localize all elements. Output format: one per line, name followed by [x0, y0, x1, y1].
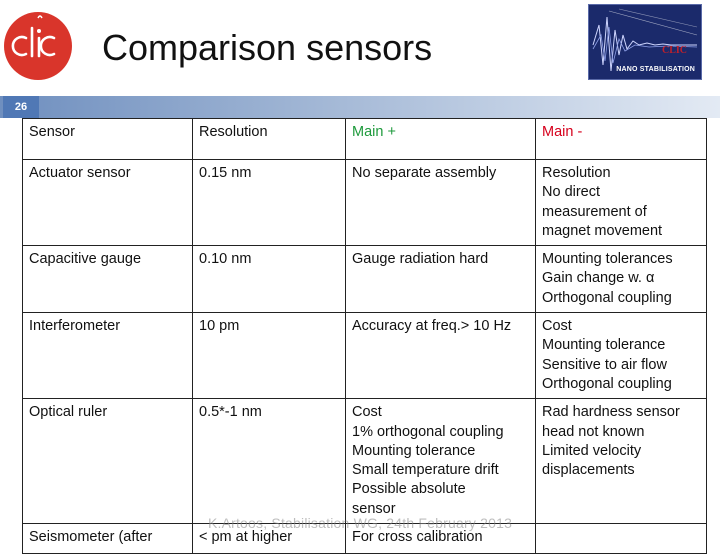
- cell-resolution: 0.10 nm: [193, 246, 346, 313]
- cell-main-plus: [346, 160, 536, 246]
- cell-sensor: Seismometer (after: [23, 524, 193, 554]
- cell-line: For cross calibration: [352, 529, 483, 546]
- cell-line: Mounting tolerance: [542, 337, 666, 354]
- cell-line: displacements: [542, 462, 635, 479]
- clic-logo: [2, 10, 74, 82]
- cell-line: Possible absolute: [352, 481, 466, 498]
- cell-line: sensor: [352, 500, 396, 517]
- header-main-plus: Main +: [346, 119, 536, 160]
- slide-number-bar: [0, 96, 720, 118]
- cell-sensor: Actuator sensor: [23, 160, 193, 246]
- cell-line: Rad hardness sensor: [542, 404, 680, 421]
- cell-line: Accuracy at freq.> 10 Hz: [352, 318, 512, 335]
- cell-main-minus: [536, 399, 707, 524]
- badge-clic-text: CLIC: [661, 45, 687, 56]
- footer-credit: [0, 515, 720, 531]
- cell-line: Orthogonal coupling: [542, 375, 672, 392]
- table-row: [23, 399, 707, 524]
- cell-line: Gauge radiation hard: [352, 251, 489, 268]
- cell-main-plus: [346, 313, 536, 399]
- cell-line: 1% orthogonal coupling: [352, 423, 504, 440]
- page-title: Comparison sensors: [102, 27, 433, 68]
- cell-main-minus: [536, 160, 707, 246]
- nano-stabilisation-badge: [588, 4, 702, 80]
- cell-line: measurement of: [542, 203, 647, 220]
- badge-caption: NANO STABILISATION: [616, 66, 695, 73]
- cell-line: Resolution: [542, 165, 611, 181]
- cell-line: Cost: [352, 404, 382, 421]
- cell-resolution: 10 pm: [193, 313, 346, 399]
- footer-text: K.Artoos, Stabilisation WG, 24th February 2013: [207, 515, 513, 531]
- cell-line: Mounting tolerances: [542, 251, 673, 268]
- cell-line: Sensitive to air flow: [542, 356, 667, 373]
- cell-main-minus: [536, 246, 707, 313]
- cell-line: Gain change w. α: [542, 270, 655, 287]
- cell-line: magnet movement: [542, 222, 663, 239]
- cell-line: Small temperature drift: [352, 462, 499, 479]
- header-main-minus: Main -: [536, 119, 707, 160]
- cell-main-minus: [536, 313, 707, 399]
- table-row: [23, 246, 707, 313]
- cell-sensor: Optical ruler: [23, 399, 193, 524]
- cell-resolution: 0.15 nm: [193, 160, 346, 246]
- table-row: [23, 160, 707, 246]
- cell-resolution: < pm at higher: [193, 524, 346, 554]
- cell-resolution: 0.5*-1 nm: [193, 399, 346, 524]
- header-sensor: Sensor: [23, 119, 193, 160]
- slide-number: 26: [3, 96, 39, 118]
- table-row: [23, 313, 707, 399]
- cell-line: Cost: [542, 318, 572, 335]
- table-header-row: [23, 119, 707, 160]
- cell-sensor: Capacitive gauge: [23, 246, 193, 313]
- cell-main-plus: [346, 399, 536, 524]
- cell-main-plus: [346, 246, 536, 313]
- cell-line: No direct: [542, 184, 601, 201]
- sensor-comparison-table: [22, 118, 707, 554]
- cell-line: Orthogonal coupling: [542, 289, 672, 306]
- cell-line: Limited velocity: [542, 442, 642, 459]
- cell-line: Mounting tolerance: [352, 442, 476, 459]
- cell-line: head not known: [542, 423, 645, 440]
- cell-line: No separate assembly: [352, 165, 497, 181]
- header-resolution: Resolution: [193, 119, 346, 160]
- cell-sensor: Interferometer: [23, 313, 193, 399]
